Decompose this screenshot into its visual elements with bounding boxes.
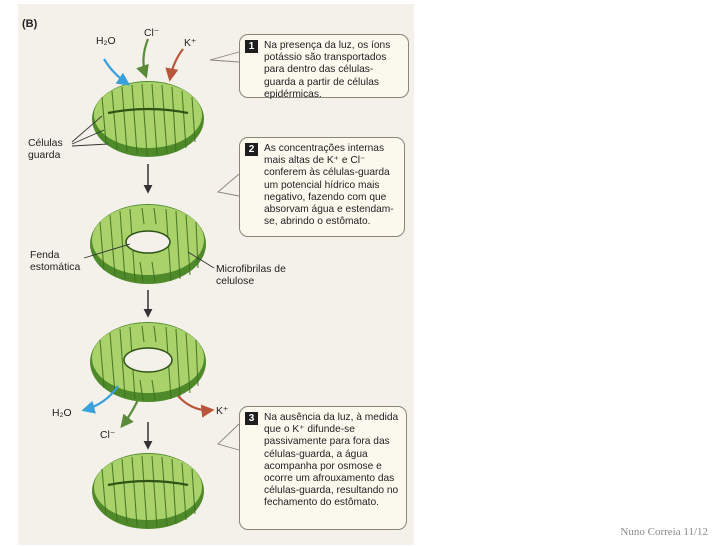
water-label-bottom: H₂O bbox=[52, 408, 72, 419]
guard-cell-pair-stage-1 bbox=[92, 81, 204, 157]
step-3-badge: 3 bbox=[245, 412, 258, 425]
guard-cell-pair-stage-4 bbox=[92, 453, 204, 529]
chloride-outflow-arrow bbox=[122, 400, 138, 426]
potassium-inflow-arrow bbox=[170, 49, 183, 79]
water-label-top: H₂O bbox=[96, 36, 116, 47]
step-1-callout bbox=[239, 34, 409, 98]
potassium-label-bottom: K⁺ bbox=[216, 406, 229, 417]
step-1-text: Na presença da luz, os íons potássio são transportados para dentro das células-guarda a partir de células epidérmicas. bbox=[264, 40, 391, 100]
chloride-inflow-arrow bbox=[143, 39, 148, 76]
water-inflow-arrow bbox=[104, 59, 128, 84]
panel-label: (B) bbox=[22, 18, 38, 30]
chloride-label-top: Cl⁻ bbox=[144, 28, 160, 39]
microfibrils-label: Microfibrilas de celulose bbox=[216, 264, 286, 287]
author-credit: Nuno Correia 11/12 bbox=[620, 526, 708, 538]
step-3-text: Na ausência da luz, à medida que o K⁺ difunde-se passivamente para fora das células-guarda, a água acompanha por osmose e ocorre um afrouxamento das células-guarda, resultando no fechamento do estômato. bbox=[264, 412, 399, 509]
step-3-callout bbox=[239, 406, 407, 530]
step-2-text: As concentrações internas mais altas de K⁺ e Cl⁻ conferem às células-guarda um potencial hídrico mais negativo, fazendo com que absorvam água e estendam-se, abrindo o estômato. bbox=[264, 143, 394, 228]
potassium-outflow-arrow bbox=[178, 396, 212, 410]
guard-cell-pair-stage-3 bbox=[90, 322, 206, 402]
stomata-figure bbox=[18, 4, 414, 545]
guard-cells-label: Células guarda bbox=[28, 138, 63, 161]
guard-cell-pair-stage-2 bbox=[90, 204, 206, 284]
step-2-badge: 2 bbox=[245, 143, 258, 156]
step-1-badge: 1 bbox=[245, 40, 258, 53]
step-2-callout bbox=[239, 137, 405, 237]
callout-pointers bbox=[210, 52, 239, 450]
stomatal-pore-label: Fenda estomática bbox=[30, 250, 81, 273]
potassium-label-top: K⁺ bbox=[184, 38, 197, 49]
chloride-label-bottom: Cl⁻ bbox=[100, 430, 116, 441]
